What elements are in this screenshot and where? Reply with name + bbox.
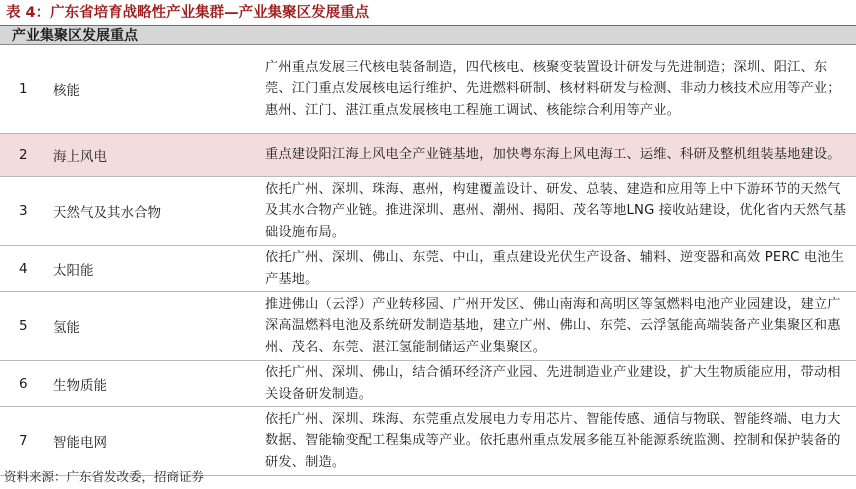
row-name: 天然气及其水合物 (53, 205, 161, 221)
row-number: 2 (19, 147, 28, 163)
row-number: 5 (19, 318, 28, 334)
row-number: 7 (19, 433, 28, 449)
row-name: 氢能 (53, 320, 80, 336)
row-description: 推进佛山（云浮）产业转移园、广州开发区、佛山南海和高明区等氢燃料电池产业园建设，建立广深高温燃料电池及系统研发制造基地，建立广州、佛山、东莞、云浮氢能高端装备产业集聚区和惠州、茂名、东莞、湛江氢能制储运产业集聚区。 (265, 296, 841, 355)
row-name: 核能 (53, 83, 80, 99)
table-header: 产业集聚区发展重点 (0, 25, 856, 45)
row-description: 依托广州、深圳、珠海、惠州，构建覆盖设计、研发、总装、建造和应用等上中下游环节的天然气及其水合物产业链。推进深圳、惠州、潮州、揭阳、茂名等地LNG 接收站建设，优化省内天然气基础设施布局。 (265, 181, 847, 240)
row-description: 依托广州、深圳、珠海、东莞重点发展电力专用芯片、智能传感、通信与物联、智能终端、电力大数据、智能输变配工程集成等产业。依托惠州重点发展多能互补能源系统监测、控制和保护装备的研发、制造。 (265, 411, 841, 470)
row-name: 生物质能 (53, 377, 107, 394)
row-number: 6 (19, 375, 28, 392)
table-title: 表 4：广东省培育战略性产业集群—产业集聚区发展重点 (6, 5, 370, 21)
table-row (0, 361, 856, 407)
row-description: 广州重点发展三代核电装备制造，四代核电、核聚变装置设计研发与先进制造；深圳、阳江、东莞、江门重点发展核电运行维护、先进燃料研制、核材料研发与检测、非动力核技术应用等产业；惠州、江门、湛江重点发展核电工程施工调试、核能综合利用等产业。 (265, 59, 841, 118)
row-description: 依托广州、深圳、佛山，结合循环经济产业园、先进制造业产业建设，扩大生物质能应用，带动相关设备研发制造。 (265, 365, 841, 402)
row-number: 1 (19, 81, 28, 97)
table-row (0, 45, 856, 134)
row-name: 智能电网 (53, 435, 107, 451)
table-row (0, 292, 856, 361)
table-row (0, 407, 856, 476)
row-number: 4 (19, 260, 28, 277)
row-name: 海上风电 (53, 149, 107, 165)
row-name: 太阳能 (53, 262, 94, 279)
table-row (0, 134, 856, 177)
table-row (0, 246, 856, 292)
source-note: 资料来源：广东省发改委，招商证券 (4, 469, 205, 484)
table-row (0, 177, 856, 246)
row-description: 依托广州、深圳、佛山、东莞、中山，重点建设光伏生产设备、辅料、逆变器和高效 PERC 电池生产基地。 (265, 250, 845, 287)
row-description: 重点建设阳江海上风电全产业链基地，加快粤东海上风电海工、运维、科研及整机组装基地建设。 (265, 147, 841, 163)
row-number: 3 (19, 203, 28, 219)
development-table (0, 25, 856, 476)
